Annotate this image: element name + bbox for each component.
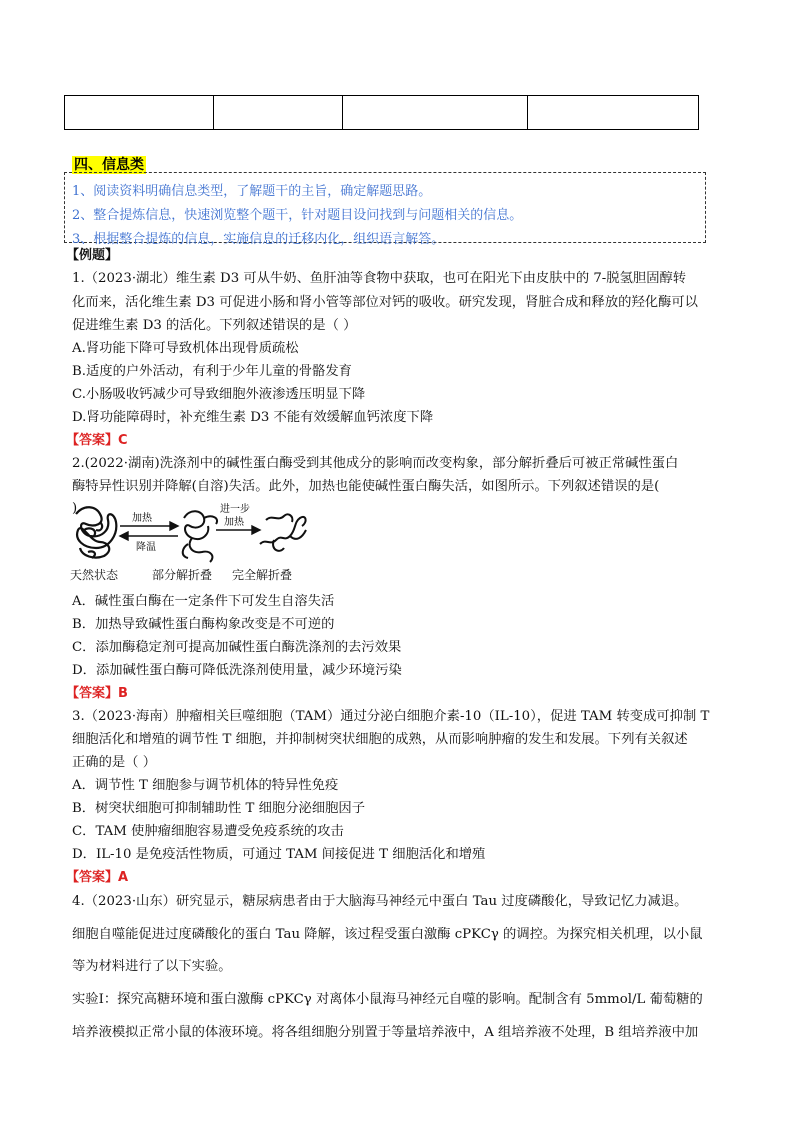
q1-option: C.小肠吸收钙减少可导致细胞外液渗透压明显下降 xyxy=(72,387,366,402)
tip-1: 1、阅读资料明确信息类型，了解题干的主旨，确定解题思路。 xyxy=(72,184,432,199)
example-label: 【例题】 xyxy=(66,248,119,263)
empty-table xyxy=(64,95,699,130)
unfolded-protein-icon xyxy=(260,514,306,550)
q3-option: C．TAM 使肿瘤细胞容易遭受免疫系统的攻击 xyxy=(72,824,344,839)
q3-answer: 【答案】A xyxy=(66,870,129,885)
q3-option: B．树突状细胞可抑制辅助性 T 细胞分泌细胞因子 xyxy=(72,801,366,816)
q4-line: 4.（2023·山东）研究显示，糖尿病患者由于大脑海马神经元中蛋白 Tau 过度磷酸化，导致记忆力减退。 xyxy=(72,894,688,909)
arrow-label-heat: 加热 xyxy=(132,513,152,524)
q3-line: 3.（2023·海南）肿瘤相关巨噬细胞（TAM）通过分泌白细胞介素-10（IL-10），促进 TAM 转变成可抑制 T xyxy=(72,709,710,724)
q4-line: 等为材料进行了以下实验。 xyxy=(72,959,232,974)
q2-option: D．添加碱性蛋白酶可降低洗涤剂使用量，减少环境污染 xyxy=(72,663,402,678)
q2-line: ) xyxy=(72,501,78,516)
q2-option: C．添加酶稳定剂可提高加碱性蛋白酶洗涤剂的去污效果 xyxy=(72,640,402,655)
q3-option: A．调节性 T 细胞参与调节机体的特异性免疫 xyxy=(72,778,339,793)
section-title: 四、信息类 xyxy=(74,157,144,173)
q1-option: B.适度的户外活动，有利于少年儿童的骨骼发育 xyxy=(72,364,352,379)
partial-protein-icon xyxy=(183,511,217,562)
arrow-label-heat-2: 加热 xyxy=(224,517,244,528)
q2-option: B．加热导致碱性蛋白酶构象改变是不可逆的 xyxy=(72,617,335,632)
q1-line: 化而来，活化维生素 D3 可促进小肠和肾小管等部位对钙的吸收。研究发现，肾脏合成和释放的羟化酶可以 xyxy=(72,295,698,310)
figure-label-full: 完全解折叠 xyxy=(232,568,293,582)
native-protein-icon xyxy=(76,507,116,558)
q3-line: 正确的是（ ） xyxy=(72,755,157,770)
table-cell xyxy=(528,96,698,129)
q3-line: 细胞活化和增殖的调节性 T 细胞，并抑制树突状细胞的成熟，从而影响肿瘤的发生和发展。下列有关叙述 xyxy=(72,732,688,747)
q1-line: 促进维生素 D3 的活化。下列叙述错误的是（ ） xyxy=(72,318,357,333)
arrow-label-further: 进一步 xyxy=(220,504,250,515)
tip-2: 2、整合提炼信息，快速浏览整个题干，针对题目设问找到与问题相关的信息。 xyxy=(72,208,523,223)
q3-option: D．IL-10 是免疫活性物质，可通过 TAM 间接促进 T 细胞活化和增殖 xyxy=(72,847,486,862)
table-cell xyxy=(65,96,214,129)
figure-label-native: 天然状态 xyxy=(70,568,119,582)
q1-option: A.肾功能下降可导致机体出现骨质疏松 xyxy=(72,341,299,356)
q4-line: 细胞自噬能促进过度磷酸化的蛋白 Tau 降解，该过程受蛋白激酶 cPKCγ 的调控。为探究相关机理，以小鼠 xyxy=(72,927,703,942)
reversible-arrow-icon xyxy=(120,522,178,540)
protein-unfolding-figure xyxy=(70,500,310,584)
q1-line: 1.（2023·湖北）维生素 D3 可从牛奶、鱼肝油等食物中获取，也可在阳光下由皮肤中的 7-脱氢胆固醇转 xyxy=(72,271,687,286)
unfolding-diagram xyxy=(70,500,310,566)
q4-line: 实验Ⅰ：探究高糖环境和蛋白激酶 cPKCγ 对离体小鼠海马神经元自噬的影响。配制含有 5mmol/L 葡萄糖的 xyxy=(72,992,703,1007)
q2-line: 酶特异性识别并降解(自溶)失活。此外，加热也能使碱性蛋白酶失活，如图所示。下列叙述错误的是( xyxy=(72,479,660,494)
arrow-label-cool: 降温 xyxy=(136,542,156,553)
figure-label-partial: 部分解折叠 xyxy=(152,568,213,582)
q2-answer: 【答案】B xyxy=(66,686,128,701)
q2-line: 2.(2022·湖南)洗涤剂中的碱性蛋白酶受到其他成分的影响而改变构象，部分解折叠后可被正常碱性蛋白 xyxy=(72,456,679,471)
table-cell xyxy=(343,96,528,129)
q1-option: D.肾功能障碍时，补充维生素 D3 不能有效缓解血钙浓度下降 xyxy=(72,410,434,425)
table-cell xyxy=(214,96,343,129)
tip-3: 3、根据整合提炼的信息，实施信息的迁移内化，组织语言解答。 xyxy=(72,232,445,247)
q1-answer: 【答案】C xyxy=(66,433,128,448)
q4-line: 培养液模拟正常小鼠的体液环境。将各组细胞分别置于等量培养液中，A 组培养液不处理，B 组培养液中加 xyxy=(72,1025,699,1040)
q2-option: A．碱性蛋白酶在一定条件下可发生自溶失活 xyxy=(72,594,335,609)
